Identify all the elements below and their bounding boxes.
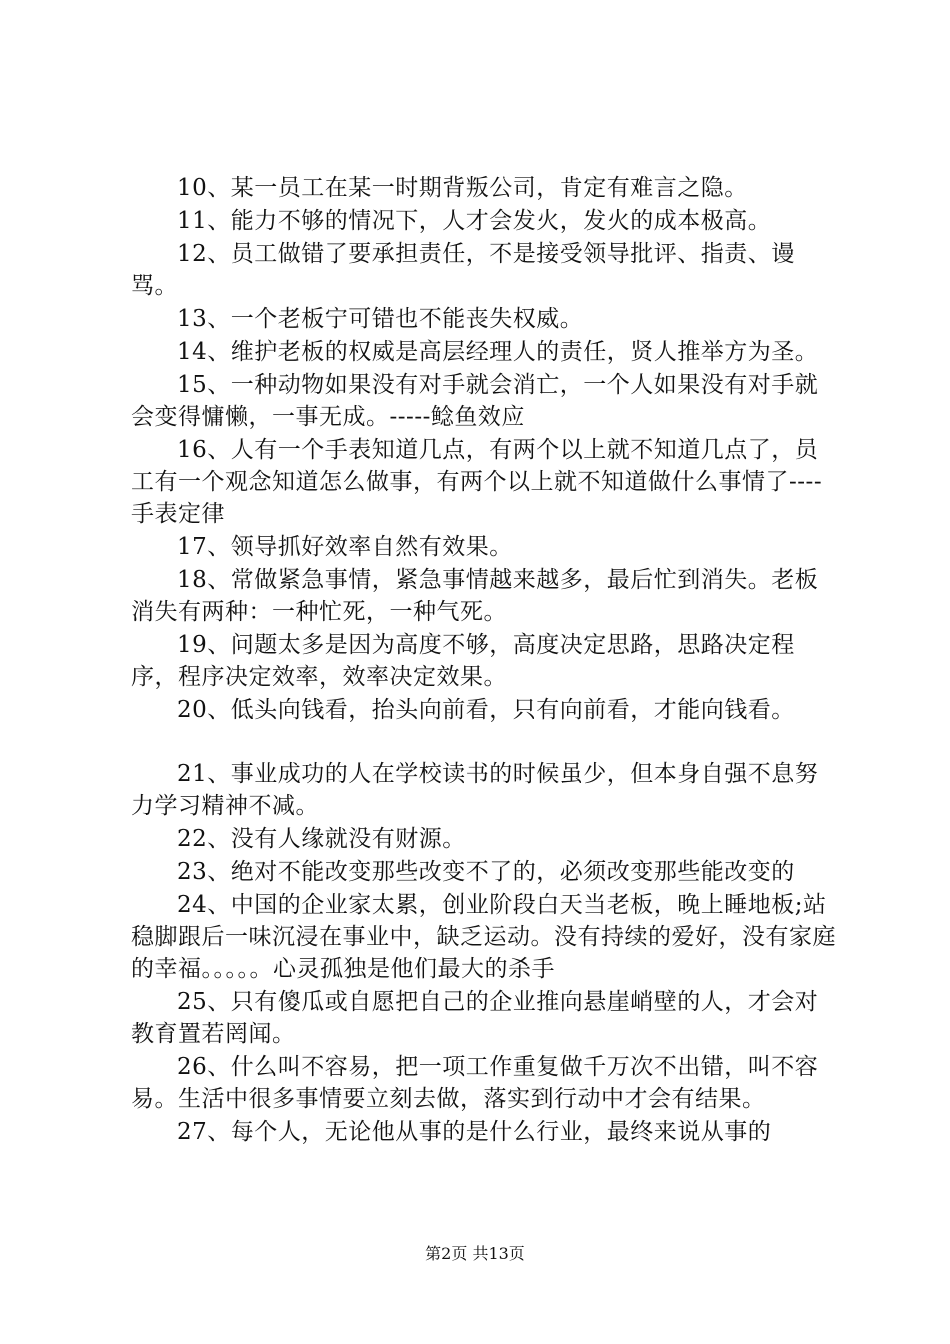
list-item-22: 22、没有人缘就没有财源。: [177, 826, 466, 852]
list-item-13: 13、一个老板宁可错也不能丧失权威。: [177, 306, 584, 332]
page-footer: [0, 1244, 950, 1264]
list-item-12: 12、员工做错了要承担责任，不是接受领导批评、指责、谩骂。: [131, 241, 795, 299]
list-item-23: 23、绝对不能改变那些改变不了的，必须改变那些能改变的: [177, 859, 795, 885]
list-item-21: 21、事业成功的人在学校读书的时候虽少，但本身自强不息努力学习精神不减。: [131, 761, 819, 819]
list-item-10: 10、某一员工在某一时期背叛公司，肯定有难言之隐。: [177, 175, 748, 201]
list-item-27: 27、每个人，无论他从事的是什么行业，最终来说从事的: [177, 1119, 772, 1145]
list-item-14: 14、维护老板的权威是高层经理人的责任，贤人推举方为圣。: [177, 339, 819, 365]
list-item-15: 15、一种动物如果没有对手就会消亡，一个人如果没有对手就会变得慵懒，一事无成。-----鲶鱼效应: [131, 372, 819, 430]
list-item-19: 19、问题太多是因为高度不够，高度决定思路，思路决定程序，程序决定效率，效率决定效果。: [131, 632, 795, 690]
list-item-17: 17、领导抓好效率自然有效果。: [177, 534, 513, 560]
page-number: 第2页 共13页: [425, 1244, 525, 1263]
list-item-26: 26、什么叫不容易，把一项工作重复做千万次不出错，叫不容易。生活中很多事情要立刻去做，落实到行动中才会有结果。: [131, 1054, 819, 1112]
list-item-11: 11、能力不够的情况下，人才会发火，发火的成本极高。: [177, 208, 772, 234]
document-body: [131, 172, 837, 1149]
list-item-16: 16、人有一个手表知道几点，有两个以上就不知道几点了，员工有一个观念知道怎么做事，有两个以上就不知道做什么事情了----手表定律: [131, 437, 823, 527]
list-item-20: 20、低头向钱看，抬头向前看，只有向前看，才能向钱看。: [177, 697, 795, 723]
list-item-24: 24、中国的企业家太累，创业阶段白天当老板，晚上睡地板;站稳脚跟后一味沉浸在事业中，缺乏运动。没有持续的爱好，没有家庭的幸福。。。。。心灵孤独是他们最大的杀手: [131, 892, 836, 982]
list-item-25: 25、只有傻瓜或自愿把自己的企业推向悬崖峭壁的人，才会对教育置若罔闻。: [131, 989, 819, 1047]
list-item-18: 18、常做紧急事情，紧急事情越来越多，最后忙到消失。老板消失有两种：一种忙死，一种气死。: [131, 567, 819, 625]
